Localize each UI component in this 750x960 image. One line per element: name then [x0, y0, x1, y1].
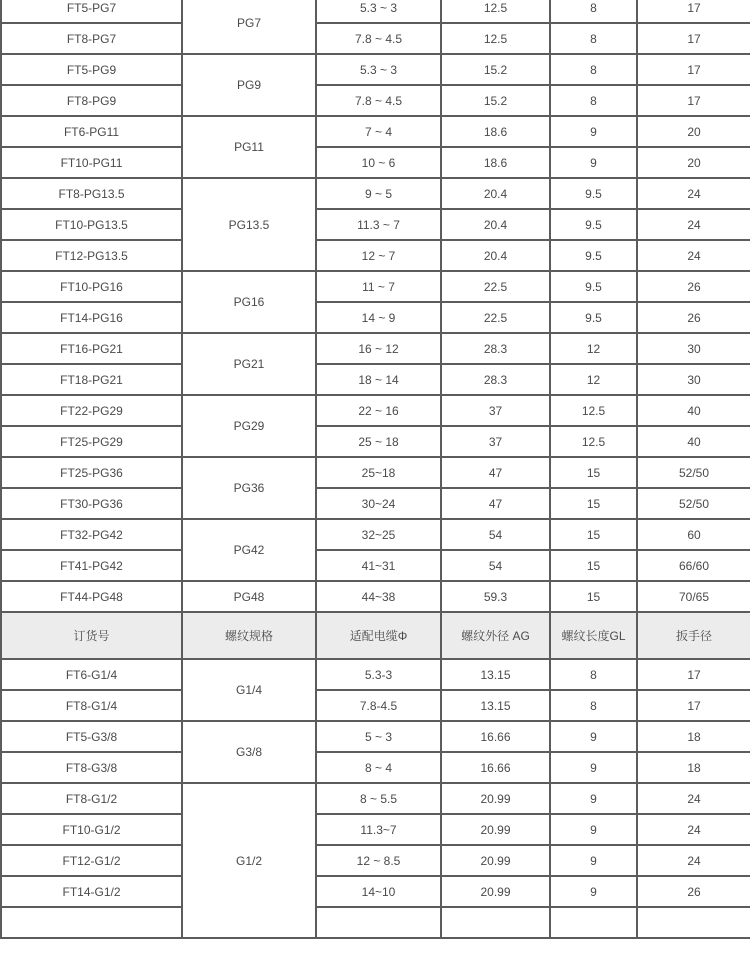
- wrench-size-cell: 20: [637, 116, 750, 147]
- thread-od-cell: 20.4: [441, 178, 550, 209]
- cable-range-cell: 16 ~ 12: [316, 333, 441, 364]
- thread-length-cell: 15: [550, 488, 637, 519]
- table-row: [1, 147, 750, 178]
- thread-od-cell: 22.5: [441, 302, 550, 333]
- thread-od-cell: 20.99: [441, 845, 550, 876]
- cable-range-cell: 5 ~ 3: [316, 721, 441, 752]
- wrench-size-cell: 17: [637, 54, 750, 85]
- cable-range-cell: 7.8 ~ 4.5: [316, 23, 441, 54]
- header-order-number: 订货号: [1, 612, 182, 659]
- thread-length-cell: 12.5: [550, 426, 637, 457]
- cable-range-cell: 7.8 ~ 4.5: [316, 85, 441, 116]
- table-row: [1, 488, 750, 519]
- table-row: [1, 23, 750, 54]
- thread-spec-cell: PG48: [182, 581, 316, 612]
- thread-spec-cell: PG7: [182, 0, 316, 54]
- order-number-cell: FT25-PG36: [1, 457, 182, 488]
- order-number-cell: FT10-G1/2: [1, 814, 182, 845]
- thread-length-cell: 8: [550, 659, 637, 690]
- order-number-cell: FT8-G1/2: [1, 783, 182, 814]
- wrench-size-cell: 24: [637, 845, 750, 876]
- order-number-cell: FT12-G1/2: [1, 845, 182, 876]
- thread-od-cell: 12.5: [441, 0, 550, 23]
- table-row: [1, 783, 750, 814]
- thread-spec-cell: G1/2: [182, 783, 316, 938]
- wrench-size-cell: 26: [637, 302, 750, 333]
- wrench-size-cell: 24: [637, 240, 750, 271]
- thread-spec-cell: PG11: [182, 116, 316, 178]
- cable-range-cell: 9 ~ 5: [316, 178, 441, 209]
- table-row: [1, 426, 750, 457]
- table-row: [1, 581, 750, 612]
- cable-range-cell: [316, 907, 441, 938]
- thread-od-cell: 16.66: [441, 752, 550, 783]
- table-row: [1, 240, 750, 271]
- thread-od-cell: 18.6: [441, 147, 550, 178]
- wrench-size-cell: 26: [637, 271, 750, 302]
- wrench-size-cell: 40: [637, 426, 750, 457]
- order-number-cell: FT12-PG13.5: [1, 240, 182, 271]
- table-row: [1, 364, 750, 395]
- order-number-cell: FT22-PG29: [1, 395, 182, 426]
- cable-range-cell: 41~31: [316, 550, 441, 581]
- cable-range-cell: 14 ~ 9: [316, 302, 441, 333]
- cable-range-cell: 25~18: [316, 457, 441, 488]
- thread-spec-cell: PG16: [182, 271, 316, 333]
- cable-range-cell: 8 ~ 4: [316, 752, 441, 783]
- table-row: [1, 845, 750, 876]
- thread-od-cell: 16.66: [441, 721, 550, 752]
- thread-od-cell: 22.5: [441, 271, 550, 302]
- thread-spec-cell: PG9: [182, 54, 316, 116]
- order-number-cell: FT10-PG11: [1, 147, 182, 178]
- spec-table-body: [1, 0, 750, 938]
- cable-range-cell: 5.3 ~ 3: [316, 54, 441, 85]
- thread-od-cell: 18.6: [441, 116, 550, 147]
- header-cable-range: 适配电缆Φ: [316, 612, 441, 659]
- thread-od-cell: 13.15: [441, 659, 550, 690]
- table-row: [1, 876, 750, 907]
- cable-range-cell: 11.3~7: [316, 814, 441, 845]
- wrench-size-cell: 17: [637, 23, 750, 54]
- thread-length-cell: 9.5: [550, 302, 637, 333]
- thread-od-cell: 20.99: [441, 783, 550, 814]
- thread-length-cell: 9: [550, 814, 637, 845]
- thread-spec-cell: G3/8: [182, 721, 316, 783]
- thread-od-cell: 20.4: [441, 209, 550, 240]
- thread-length-cell: 15: [550, 519, 637, 550]
- cable-range-cell: 14~10: [316, 876, 441, 907]
- order-number-cell: FT18-PG21: [1, 364, 182, 395]
- thread-length-cell: 12: [550, 364, 637, 395]
- thread-od-cell: 13.15: [441, 690, 550, 721]
- thread-od-cell: 20.99: [441, 876, 550, 907]
- table-row: [1, 0, 750, 23]
- header-wrench-size: 扳手径: [637, 612, 750, 659]
- wrench-size-cell: 24: [637, 814, 750, 845]
- thread-length-cell: 9.5: [550, 209, 637, 240]
- thread-length-cell: 8: [550, 54, 637, 85]
- order-number-cell: FT32-PG42: [1, 519, 182, 550]
- cable-range-cell: 5.3-3: [316, 659, 441, 690]
- cable-range-cell: 5.3 ~ 3: [316, 0, 441, 23]
- order-number-cell: FT8-G1/4: [1, 690, 182, 721]
- table-row: [1, 457, 750, 488]
- wrench-size-cell: 24: [637, 209, 750, 240]
- thread-od-cell: 28.3: [441, 364, 550, 395]
- wrench-size-cell: [637, 907, 750, 938]
- thread-od-cell: 54: [441, 550, 550, 581]
- wrench-size-cell: 30: [637, 333, 750, 364]
- wrench-size-cell: 30: [637, 364, 750, 395]
- table-row: [1, 721, 750, 752]
- order-number-cell: FT6-G1/4: [1, 659, 182, 690]
- header-thread-length: 螺纹长度GL: [550, 612, 637, 659]
- table-row: [1, 271, 750, 302]
- order-number-cell: FT6-PG11: [1, 116, 182, 147]
- wrench-size-cell: 17: [637, 0, 750, 23]
- thread-length-cell: [550, 907, 637, 938]
- thread-length-cell: 12: [550, 333, 637, 364]
- wrench-size-cell: 17: [637, 690, 750, 721]
- thread-length-cell: 15: [550, 550, 637, 581]
- header-thread-od: 螺纹外径 AG: [441, 612, 550, 659]
- wrench-size-cell: 17: [637, 85, 750, 116]
- thread-length-cell: 9: [550, 752, 637, 783]
- wrench-size-cell: 40: [637, 395, 750, 426]
- order-number-cell: FT14-G1/2: [1, 876, 182, 907]
- table-row: [1, 333, 750, 364]
- thread-length-cell: 8: [550, 85, 637, 116]
- table-row: [1, 519, 750, 550]
- cable-range-cell: 32~25: [316, 519, 441, 550]
- order-number-cell: FT8-PG7: [1, 23, 182, 54]
- table-row: [1, 752, 750, 783]
- table-row: [1, 814, 750, 845]
- order-number-cell: FT41-PG42: [1, 550, 182, 581]
- table-row: [1, 907, 750, 938]
- thread-od-cell: [441, 907, 550, 938]
- table-row: [1, 54, 750, 85]
- order-number-cell: FT5-G3/8: [1, 721, 182, 752]
- thread-length-cell: 9: [550, 116, 637, 147]
- table-row: [1, 85, 750, 116]
- thread-od-cell: 20.4: [441, 240, 550, 271]
- wrench-size-cell: 18: [637, 752, 750, 783]
- thread-length-cell: 8: [550, 0, 637, 23]
- wrench-size-cell: 17: [637, 659, 750, 690]
- thread-spec-cell: PG36: [182, 457, 316, 519]
- thread-od-cell: 54: [441, 519, 550, 550]
- thread-length-cell: 9: [550, 876, 637, 907]
- thread-spec-cell: PG13.5: [182, 178, 316, 271]
- thread-od-cell: 47: [441, 488, 550, 519]
- wrench-size-cell: 52/50: [637, 457, 750, 488]
- table-row: [1, 209, 750, 240]
- thread-od-cell: 20.99: [441, 814, 550, 845]
- wrench-size-cell: 60: [637, 519, 750, 550]
- thread-od-cell: 59.3: [441, 581, 550, 612]
- thread-spec-cell: PG21: [182, 333, 316, 395]
- thread-length-cell: 8: [550, 690, 637, 721]
- header-thread-spec: 螺纹规格: [182, 612, 316, 659]
- order-number-cell: FT10-PG13.5: [1, 209, 182, 240]
- thread-od-cell: 37: [441, 395, 550, 426]
- table-row: [1, 116, 750, 147]
- order-number-cell: FT14-PG16: [1, 302, 182, 333]
- order-number-cell: FT5-PG7: [1, 0, 182, 23]
- wrench-size-cell: 20: [637, 147, 750, 178]
- order-number-cell: FT30-PG36: [1, 488, 182, 519]
- thread-od-cell: 37: [441, 426, 550, 457]
- cable-range-cell: 25 ~ 18: [316, 426, 441, 457]
- cable-range-cell: 8 ~ 5.5: [316, 783, 441, 814]
- order-number-cell: FT44-PG48: [1, 581, 182, 612]
- thread-length-cell: 8: [550, 23, 637, 54]
- thread-length-cell: 9.5: [550, 271, 637, 302]
- thread-spec-cell: PG29: [182, 395, 316, 457]
- cable-range-cell: 11 ~ 7: [316, 271, 441, 302]
- cable-range-cell: 44~38: [316, 581, 441, 612]
- order-number-cell: FT8-G3/8: [1, 752, 182, 783]
- thread-length-cell: 9: [550, 845, 637, 876]
- order-number-cell: [1, 907, 182, 938]
- thread-length-cell: 9.5: [550, 178, 637, 209]
- thread-od-cell: 15.2: [441, 54, 550, 85]
- thread-length-cell: 9: [550, 721, 637, 752]
- thread-length-cell: 12.5: [550, 395, 637, 426]
- thread-spec-cell: G1/4: [182, 659, 316, 721]
- table-row: [1, 690, 750, 721]
- order-number-cell: FT5-PG9: [1, 54, 182, 85]
- thread-od-cell: 15.2: [441, 85, 550, 116]
- table-row: [1, 659, 750, 690]
- wrench-size-cell: 52/50: [637, 488, 750, 519]
- order-number-cell: FT8-PG9: [1, 85, 182, 116]
- order-number-cell: FT10-PG16: [1, 271, 182, 302]
- cable-range-cell: 7.8-4.5: [316, 690, 441, 721]
- cable-range-cell: 18 ~ 14: [316, 364, 441, 395]
- thread-length-cell: 15: [550, 581, 637, 612]
- wrench-size-cell: 26: [637, 876, 750, 907]
- cable-range-cell: 12 ~ 7: [316, 240, 441, 271]
- wrench-size-cell: 24: [637, 178, 750, 209]
- table-row: [1, 302, 750, 333]
- cable-range-cell: 10 ~ 6: [316, 147, 441, 178]
- order-number-cell: FT8-PG13.5: [1, 178, 182, 209]
- thread-od-cell: 28.3: [441, 333, 550, 364]
- table-row: [1, 550, 750, 581]
- cable-range-cell: 12 ~ 8.5: [316, 845, 441, 876]
- thread-od-cell: 12.5: [441, 23, 550, 54]
- table-row: [1, 178, 750, 209]
- thread-length-cell: 15: [550, 457, 637, 488]
- thread-od-cell: 47: [441, 457, 550, 488]
- order-number-cell: FT25-PG29: [1, 426, 182, 457]
- wrench-size-cell: 18: [637, 721, 750, 752]
- cable-range-cell: 22 ~ 16: [316, 395, 441, 426]
- order-number-cell: FT16-PG21: [1, 333, 182, 364]
- cable-range-cell: 7 ~ 4: [316, 116, 441, 147]
- wrench-size-cell: 70/65: [637, 581, 750, 612]
- cable-range-cell: 11.3 ~ 7: [316, 209, 441, 240]
- table-header-row: [1, 612, 750, 659]
- thread-length-cell: 9: [550, 783, 637, 814]
- cable-range-cell: 30~24: [316, 488, 441, 519]
- thread-length-cell: 9: [550, 147, 637, 178]
- table-row: [1, 395, 750, 426]
- wrench-size-cell: 66/60: [637, 550, 750, 581]
- thread-spec-cell: PG42: [182, 519, 316, 581]
- wrench-size-cell: 24: [637, 783, 750, 814]
- thread-length-cell: 9.5: [550, 240, 637, 271]
